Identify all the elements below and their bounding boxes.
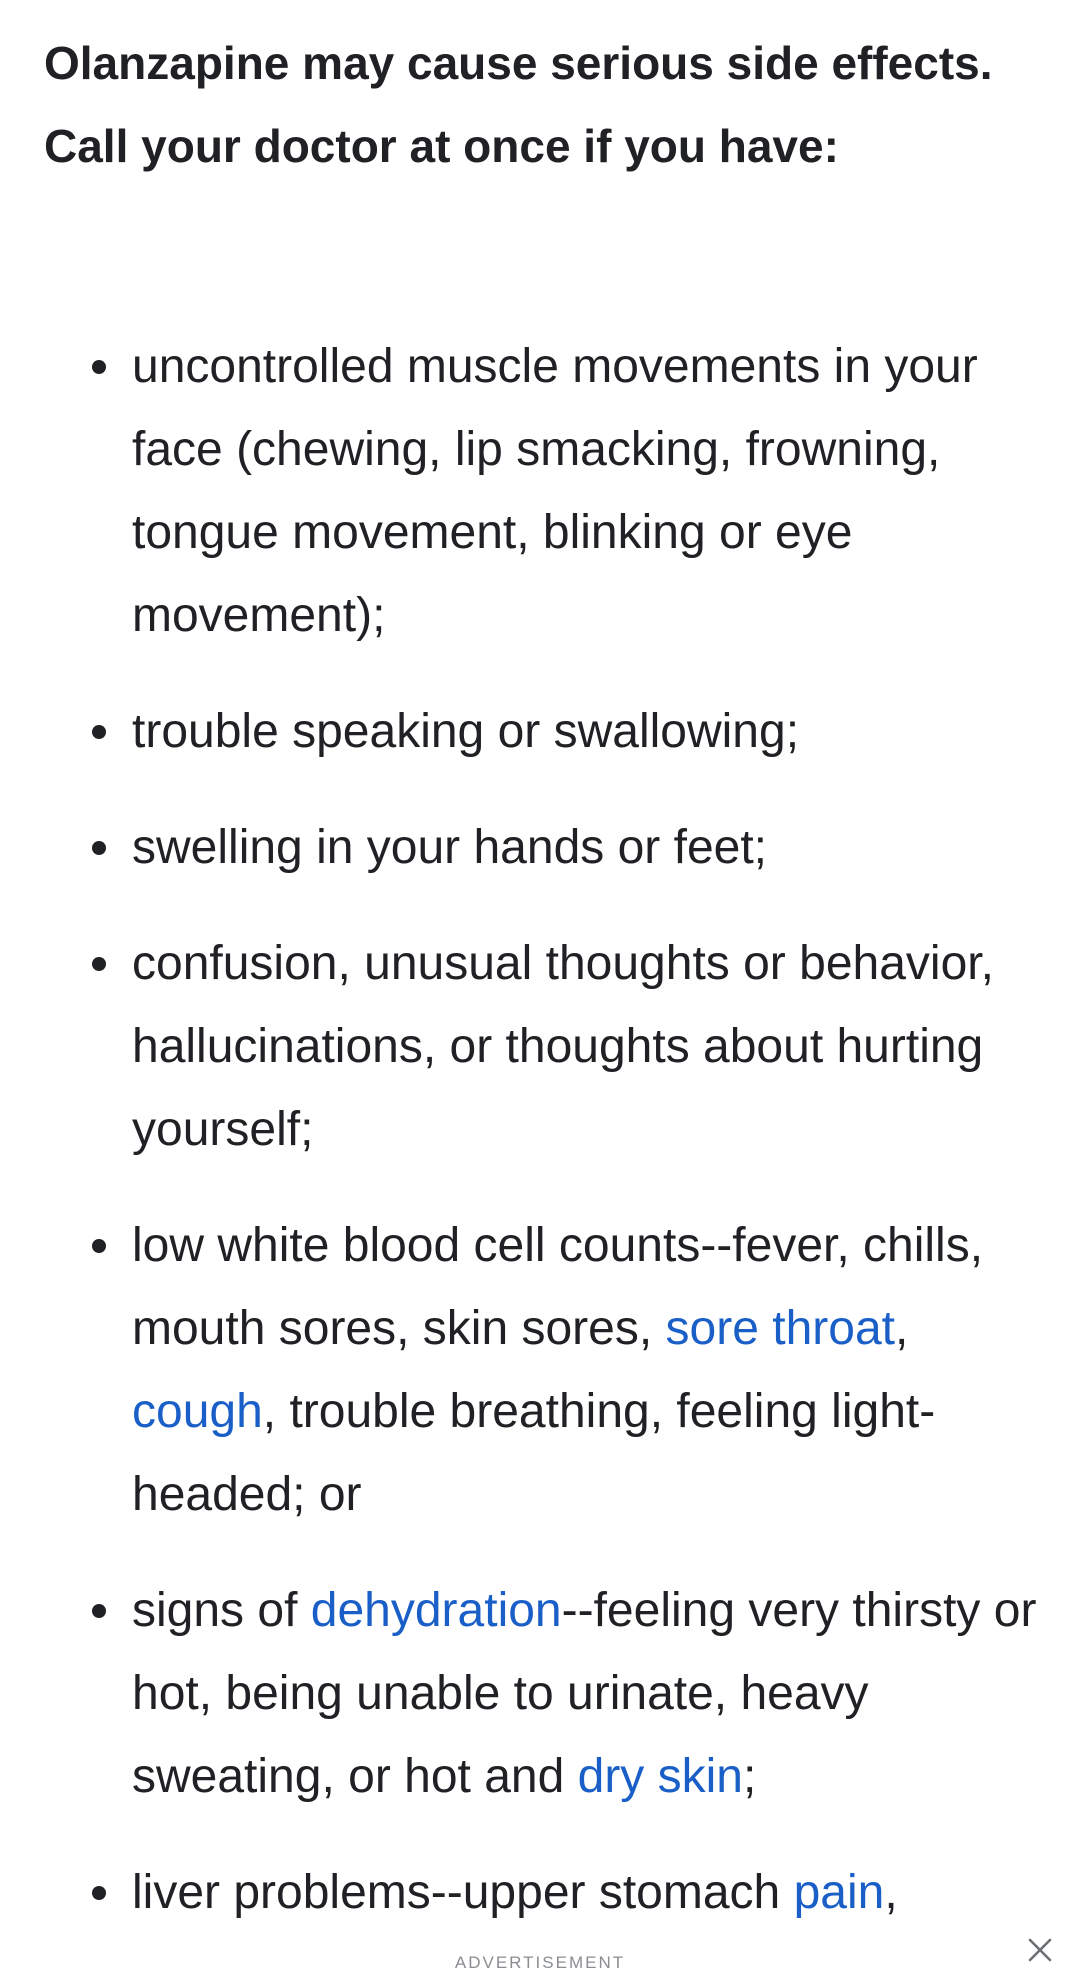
bullet-icon <box>92 360 106 374</box>
side-effects-list <box>0 325 1080 1967</box>
item-text: ; <box>743 1750 757 1803</box>
term-link[interactable]: sore throat <box>665 1302 895 1355</box>
term-link[interactable]: dehydration <box>310 1584 562 1637</box>
bullet-icon <box>92 725 106 739</box>
item-text: , trouble breathing, feeling light-headed; or <box>132 1385 936 1521</box>
item-text: , <box>884 1866 898 1919</box>
item-text: signs of <box>132 1584 311 1637</box>
item-text: trouble speaking or swallowing; <box>132 705 800 758</box>
term-link[interactable]: cough <box>132 1385 263 1438</box>
item-text: swelling in your hands or feet; <box>132 821 768 874</box>
item-text: , <box>894 1302 909 1355</box>
advertisement-label: ADVERTISEMENT <box>454 1953 626 1971</box>
item-text: low white blood cell counts--fever, chills, mouth sores, skin sores, <box>132 1219 984 1355</box>
close-icon <box>1024 1934 1056 1966</box>
list-item <box>0 325 1080 657</box>
list-item <box>0 806 1080 889</box>
bullet-icon <box>92 1886 106 1900</box>
item-text: confusion, unusual thoughts or behavior, hallucinations, or thoughts about hurting yourself; <box>132 937 994 1156</box>
item-text: uncontrolled muscle movements in your face (chewing, lip smacking, frowning, tongue movement, blinking or eye movement); <box>132 340 978 642</box>
bullet-icon <box>92 841 106 855</box>
ad-close-button[interactable] <box>1024 1934 1056 1966</box>
section-heading: Olanzapine may cause serious side effects. Call your doctor at once if you have: <box>44 37 993 172</box>
list-item <box>0 1569 1080 1818</box>
bullet-icon <box>92 1604 106 1618</box>
list-item <box>0 922 1080 1171</box>
list-item <box>0 1204 1080 1536</box>
list-item <box>0 1851 1080 1934</box>
term-link[interactable]: pain <box>793 1866 885 1919</box>
bullet-icon <box>92 1239 106 1253</box>
list-item <box>0 690 1080 773</box>
bullet-icon <box>92 957 106 971</box>
item-text: liver problems--upper stomach <box>132 1866 794 1919</box>
term-link[interactable]: dry skin <box>577 1750 743 1803</box>
item-text: --feeling very thirsty or hot, being unable to urinate, heavy sweating, or hot and <box>132 1584 1037 1803</box>
